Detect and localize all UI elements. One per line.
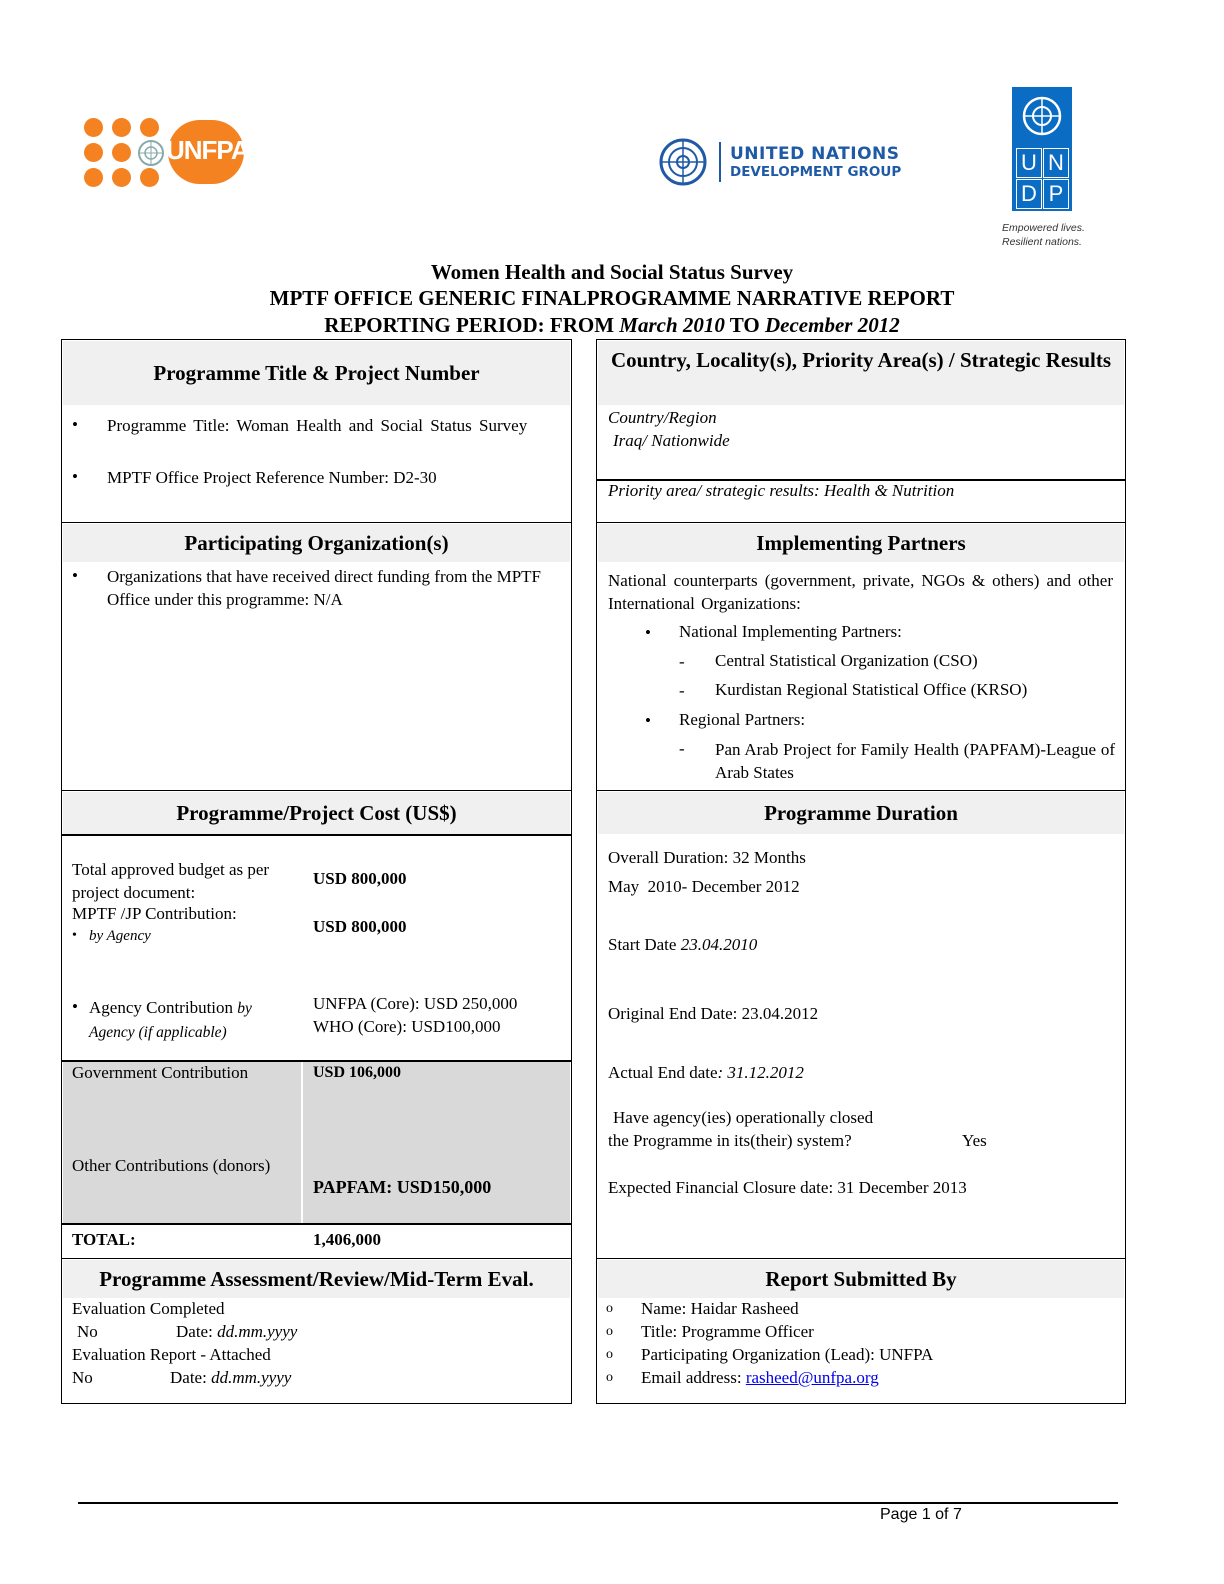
dash-icon: - — [679, 681, 685, 700]
cost-heading: Programme/Project Cost (US$) — [63, 792, 570, 834]
bullet-icon: • — [72, 997, 78, 1016]
agency-contribution-text: Agency Contribution — [89, 998, 234, 1017]
mptf-contribution-value: USD 800,000 — [313, 917, 407, 936]
un-emblem-icon — [657, 137, 709, 187]
evaluation-report-date-label: Date: — [170, 1368, 212, 1387]
country-heading: Country, Locality(s), Priority Area(s) / Strategic Results — [598, 341, 1124, 405]
circle-bullet-icon: o — [606, 1301, 613, 1316]
expected-financial-closure: Expected Financial Closure date: 31 December 2013 — [608, 1178, 967, 1197]
bullet-icon: • — [645, 711, 651, 730]
submitter-organization: Participating Organization (Lead): UNFPA — [641, 1345, 934, 1364]
un-emblem-icon — [1020, 94, 1064, 138]
actual-end-date — [608, 1063, 804, 1083]
participating-item: Organizations that have received direct funding from the MPTF Office under this programme: N/A — [107, 567, 542, 609]
participating-heading: Participating Organization(s) — [63, 524, 570, 562]
closed-question-line1: Have agency(ies) operationally closed — [613, 1108, 874, 1127]
actual-end-date-label: Actual End date — [608, 1063, 718, 1082]
closed-answer: Yes — [962, 1131, 987, 1150]
reporting-period-to-word: TO — [724, 313, 765, 337]
bullet-icon: • — [72, 415, 78, 434]
reporting-period-to: December 2012 — [765, 313, 900, 337]
national-partner-cso: Central Statistical Organization (CSO) — [715, 651, 978, 670]
actual-end-date-value: : 31.12.2012 — [717, 1063, 804, 1082]
country-region-label: Country/Region — [608, 408, 717, 427]
report-title: Women Health and Social Status Survey — [430, 260, 794, 284]
undg-line2: DEVELOPMENT GROUP — [730, 164, 902, 180]
submitter-title: Title: Programme Officer — [641, 1322, 814, 1341]
evaluation-date-value: dd.mm.yyyy — [217, 1322, 298, 1341]
implementing-intro: National counterparts (government, private, NGOs & others) and other International Organizations: — [608, 571, 1113, 613]
unfpa-wordmark: UNFPA — [166, 135, 249, 165]
bullet-icon: • — [72, 467, 78, 486]
dash-icon: - — [679, 652, 685, 671]
duration-range: May 2010- December 2012 — [608, 877, 800, 896]
start-date-label: Start Date — [608, 935, 681, 954]
government-contribution-value: USD 106,000 — [313, 1064, 402, 1081]
participating-section — [61, 522, 572, 792]
mptf-contribution-label: MPTF /JP Contribution: — [72, 904, 237, 923]
footer-divider — [78, 1502, 1118, 1504]
reporting-period — [0, 312, 1224, 339]
evaluation-report-label: Evaluation Report - Attached — [72, 1345, 271, 1364]
undp-tagline-1: Empowered lives. — [1002, 222, 1085, 234]
undp-letter-d: D — [1016, 179, 1042, 209]
start-date — [608, 935, 757, 955]
other-contributions-value: PAPFAM: USD150,000 — [313, 1177, 492, 1197]
submitted-heading: Report Submitted By — [598, 1260, 1124, 1298]
submitter-email — [641, 1368, 879, 1388]
reporting-period-from: March 2010 — [619, 313, 725, 337]
circle-bullet-icon: o — [606, 1370, 613, 1385]
evaluation-report-date — [170, 1368, 291, 1388]
government-contribution-row — [63, 1062, 301, 1223]
agency-contribution-unfpa: UNFPA (Core): USD 250,000 — [313, 994, 518, 1013]
regional-partners-label: Regional Partners: — [679, 710, 806, 729]
government-contribution-label: Government Contribution — [72, 1063, 249, 1082]
evaluation-date-label: Date: — [176, 1322, 218, 1341]
by-agency-label: by Agency — [89, 928, 151, 944]
circle-bullet-icon: o — [606, 1324, 613, 1339]
page-number: Page 1 of 7 — [880, 1506, 962, 1523]
undp-tagline-2: Resilient nations. — [1002, 236, 1082, 248]
evaluation-completed-label: Evaluation Completed — [72, 1299, 225, 1318]
evaluation-date — [176, 1322, 297, 1342]
other-contributions-label: Other Contributions (donors) — [72, 1156, 271, 1175]
bullet-icon: • — [645, 623, 651, 642]
total-label: TOTAL: — [72, 1230, 136, 1249]
submitter-email-link[interactable]: rasheed@unfpa.org — [745, 1368, 879, 1387]
closed-question-line2: the Programme in its(their) system? — [608, 1131, 852, 1150]
total-budget-label: Total approved budget as per project document: — [72, 860, 270, 902]
duration-heading: Programme Duration — [598, 792, 1124, 834]
undp-letter-u: U — [1016, 148, 1042, 178]
total-value: 1,406,000 — [313, 1230, 381, 1249]
submitter-name: Name: Haidar Rasheed — [641, 1299, 799, 1318]
evaluation-completed-value: No — [77, 1322, 98, 1341]
regional-partner-papfam: Pan Arab Project for Family Health (PAPFAM)-League of Arab States — [715, 740, 1115, 782]
report-subtitle: MPTF OFFICE GENERIC FINALPROGRAMME NARRATIVE REPORT — [269, 286, 955, 310]
bullet-icon: • — [72, 566, 78, 585]
bullet-icon: • — [72, 928, 77, 943]
circle-bullet-icon: o — [606, 1347, 613, 1362]
evaluation-report-date-value: dd.mm.yyyy — [211, 1368, 292, 1387]
dash-icon: - — [679, 739, 685, 758]
country-region-value: Iraq/ Nationwide — [613, 431, 730, 450]
national-partners-label: National Implementing Partners: — [679, 622, 902, 641]
undg-line1: UNITED NATIONS — [730, 144, 900, 164]
undp-letter-p: P — [1043, 179, 1069, 209]
total-budget-value: USD 800,000 — [313, 869, 407, 888]
agency-contribution-label — [89, 996, 294, 1044]
programme-title-item: Programme Title: Woman Health and Social Status Survey — [107, 416, 528, 435]
assessment-heading: Programme Assessment/Review/Mid-Term Eval. — [63, 1260, 570, 1298]
agency-contribution-who: WHO (Core): USD100,000 — [313, 1017, 501, 1036]
evaluation-report-value: No — [72, 1368, 93, 1387]
un-emblem-icon — [136, 138, 166, 168]
programme-title-heading: Programme Title & Project Number — [63, 341, 570, 405]
priority-area: Priority area/ strategic results: Health & Nutrition — [608, 481, 955, 500]
overall-duration: Overall Duration: 32 Months — [608, 848, 806, 867]
start-date-value: 23.04.2010 — [680, 935, 758, 954]
reporting-period-prefix: REPORTING PERIOD: FROM — [324, 313, 620, 337]
project-reference-item: MPTF Office Project Reference Number: D2-30 — [107, 468, 437, 487]
implementing-heading: Implementing Partners — [598, 524, 1124, 562]
original-end-date: Original End Date: 23.04.2012 — [608, 1004, 819, 1023]
undp-letter-n: N — [1043, 148, 1069, 178]
agency-contribution-qualifier: by Agency (if applicable) — [89, 1000, 252, 1041]
national-partner-krso: Kurdistan Regional Statistical Office (KRSO) — [715, 680, 1028, 699]
submitter-email-label: Email address: — [641, 1368, 746, 1387]
